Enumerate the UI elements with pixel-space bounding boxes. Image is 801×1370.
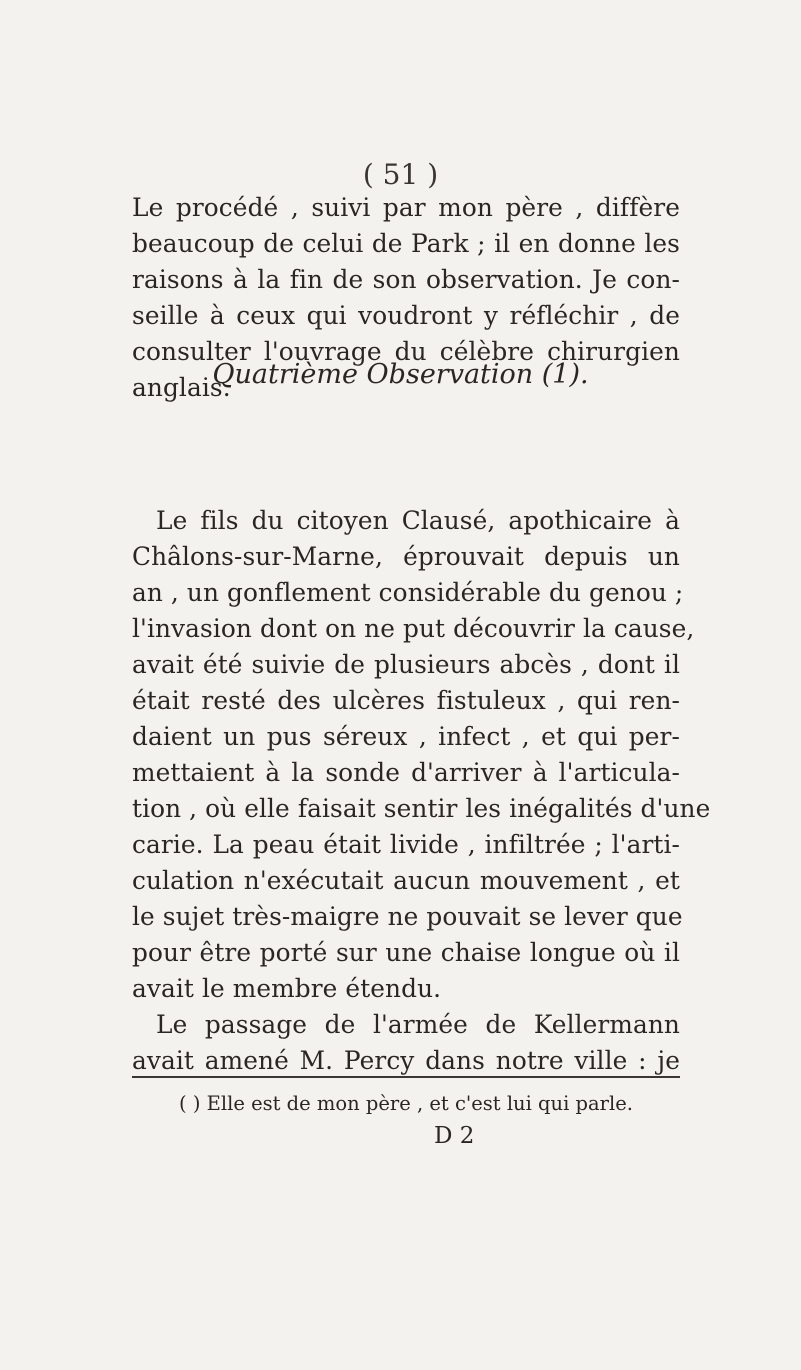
text-line: l'invasion dont on ne put découvrir la cause, [132,614,695,643]
text-line: culation n'exécutait aucun mouvement , et [132,866,680,895]
text-line: anglais. [132,373,231,402]
footnote-rule [132,1076,680,1078]
section-title: Quatrième Observation (1). [212,359,589,390]
text-line: avait amené M. Percy dans notre ville : je [132,1046,680,1075]
text-line: an , un gonflement considérable du genou ; [132,578,684,607]
text-line: consulter l'ouvrage du célèbre chirurgien [132,337,680,366]
text-line: carie. La peau était livide , infiltrée ; l'arti- [132,830,680,859]
text-line: tion , où elle faisait sentir les inégalités d'une [132,794,711,823]
text-line: Le fils du citoyen Clausé, apothicaire à [156,506,680,535]
text-line: était resté des ulcères fistuleux , qui ren- [132,686,680,715]
paragraph-observation [132,503,711,1007]
text-line: avait été suivie de plusieurs abcès , dont il [132,650,680,679]
text-line: Le procédé , suivi par mon père , diffère [132,193,680,222]
text-line: raisons à la fin de son observation. Je con- [132,265,680,294]
paragraph-passage [132,1007,680,1079]
text-line: Le passage de l'armée de Kellermann [156,1010,680,1039]
text-line: le sujet très-maigre ne pouvait se lever que [132,902,683,931]
text-line: avait le membre étendu. [132,974,442,1003]
text-line: mettaient à la sonde d'arriver à l'articula- [132,758,680,787]
signature-mark: D 2 [434,1123,475,1149]
page-number: ( 51 ) [362,158,439,191]
text-line: pour être porté sur une chaise longue où il [132,938,680,967]
footnote: ( ) Elle est de mon père , et c'est lui qui parle. [179,1092,633,1115]
text-line: daient un pus séreux , infect , et qui per- [132,722,680,751]
text-line: Châlons-sur-Marne, éprouvait depuis un [132,542,680,571]
text-line: beaucoup de celui de Park ; il en donne les [132,229,680,258]
text-line: seille à ceux qui voudront y réfléchir , de [132,301,680,330]
